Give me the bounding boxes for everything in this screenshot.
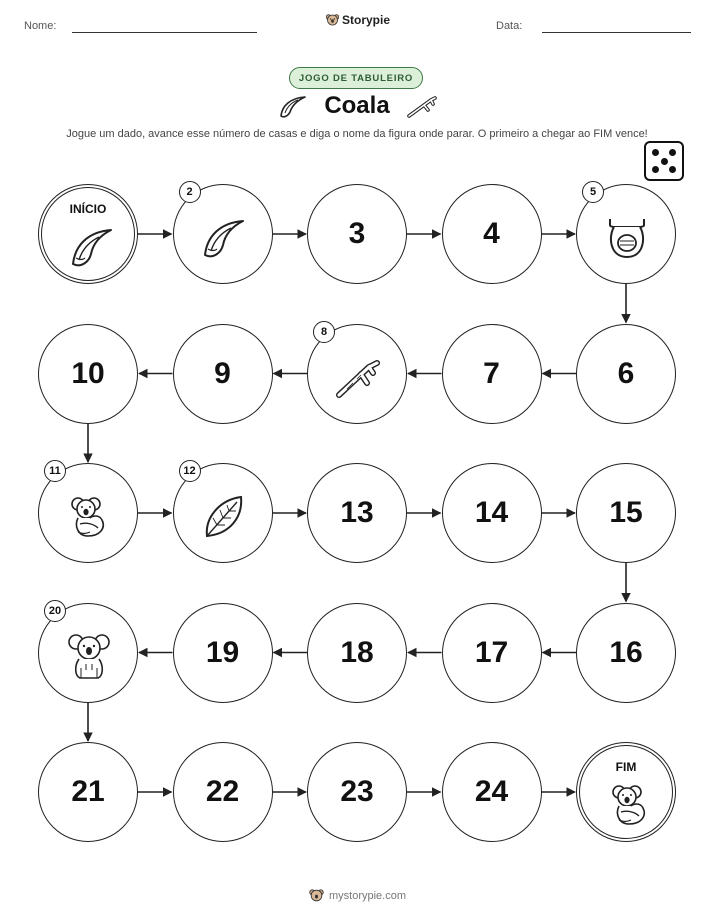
footer-url[interactable]: mystorypie.com <box>329 889 407 902</box>
space-number-badge: 20 <box>44 600 66 622</box>
board-space-19 <box>173 603 273 703</box>
space-number: 21 <box>71 775 105 808</box>
space-number-badge: 2 <box>179 181 201 203</box>
space-number: 15 <box>609 496 643 529</box>
board-space-8 <box>307 324 407 424</box>
instructions: Jogue um dado, avance esse número de casas e diga o nome da figura onde parar. O primeiro a chegar ao FIM vence! <box>66 128 648 140</box>
board-space-17 <box>442 603 542 703</box>
koala-hugging-icon <box>64 492 114 542</box>
space-number: 17 <box>474 635 509 669</box>
space-number: 24 <box>474 775 509 808</box>
game-type-badge: JOGO DE TABULEIRO <box>289 67 423 89</box>
space-number-badge: 5 <box>582 181 604 203</box>
space-number: 14 <box>474 496 509 529</box>
space-number: 23 <box>340 775 374 808</box>
space-number: 3 <box>348 217 366 250</box>
board-space-12 <box>173 463 273 563</box>
finish-label: FIM <box>615 760 637 774</box>
board-space-7 <box>442 324 542 424</box>
space-number: 18 <box>340 635 374 669</box>
claw-icon <box>199 213 249 263</box>
board-space-9 <box>173 324 273 424</box>
space-number: 9 <box>214 356 231 390</box>
space-number: 6 <box>617 356 635 390</box>
page-title: Coala <box>324 92 390 119</box>
leaf-icon <box>199 492 249 542</box>
space-number: 13 <box>340 496 374 529</box>
board-space-22 <box>173 742 273 842</box>
space-number: 10 <box>71 356 105 390</box>
board-space-15 <box>576 463 676 563</box>
date-label: Data: <box>496 20 523 32</box>
space-number: 22 <box>205 775 240 808</box>
space-number-badge: 12 <box>179 460 201 482</box>
board-space-20 <box>38 603 138 703</box>
brand-name: Storypie <box>342 13 391 27</box>
space-number: 4 <box>483 217 500 250</box>
space-number-badge: 8 <box>313 321 335 343</box>
footer <box>309 888 406 903</box>
space-number-badge: 11 <box>44 460 66 482</box>
board-space-18 <box>307 603 407 703</box>
board-space-2 <box>173 184 273 284</box>
board-space-24 <box>442 742 542 842</box>
board-space-21 <box>38 742 138 842</box>
claw-icon <box>67 222 117 272</box>
branch-icon <box>333 353 383 403</box>
name-label: Nome: <box>24 20 57 32</box>
board-space-10 <box>38 324 138 424</box>
board-space-3 <box>307 184 407 284</box>
board-space-13 <box>307 463 407 563</box>
space-number: 7 <box>483 356 500 390</box>
koala-sitting-icon <box>64 632 114 682</box>
koala-hugging-icon <box>605 780 655 830</box>
board-space-23 <box>307 742 407 842</box>
board-space-11 <box>38 463 138 563</box>
pouch-icon <box>602 213 652 263</box>
space-number: 19 <box>205 635 240 669</box>
board-space-5 <box>576 184 676 284</box>
start-label: INÍCIO <box>69 202 107 216</box>
koala-logo-icon <box>309 888 324 903</box>
board-space-14 <box>442 463 542 563</box>
board-space-16 <box>576 603 676 703</box>
board-space-25 <box>576 742 676 842</box>
space-number: 16 <box>609 635 643 669</box>
board-space-1 <box>38 184 138 284</box>
board-space-4 <box>442 184 542 284</box>
board-space-6 <box>576 324 676 424</box>
